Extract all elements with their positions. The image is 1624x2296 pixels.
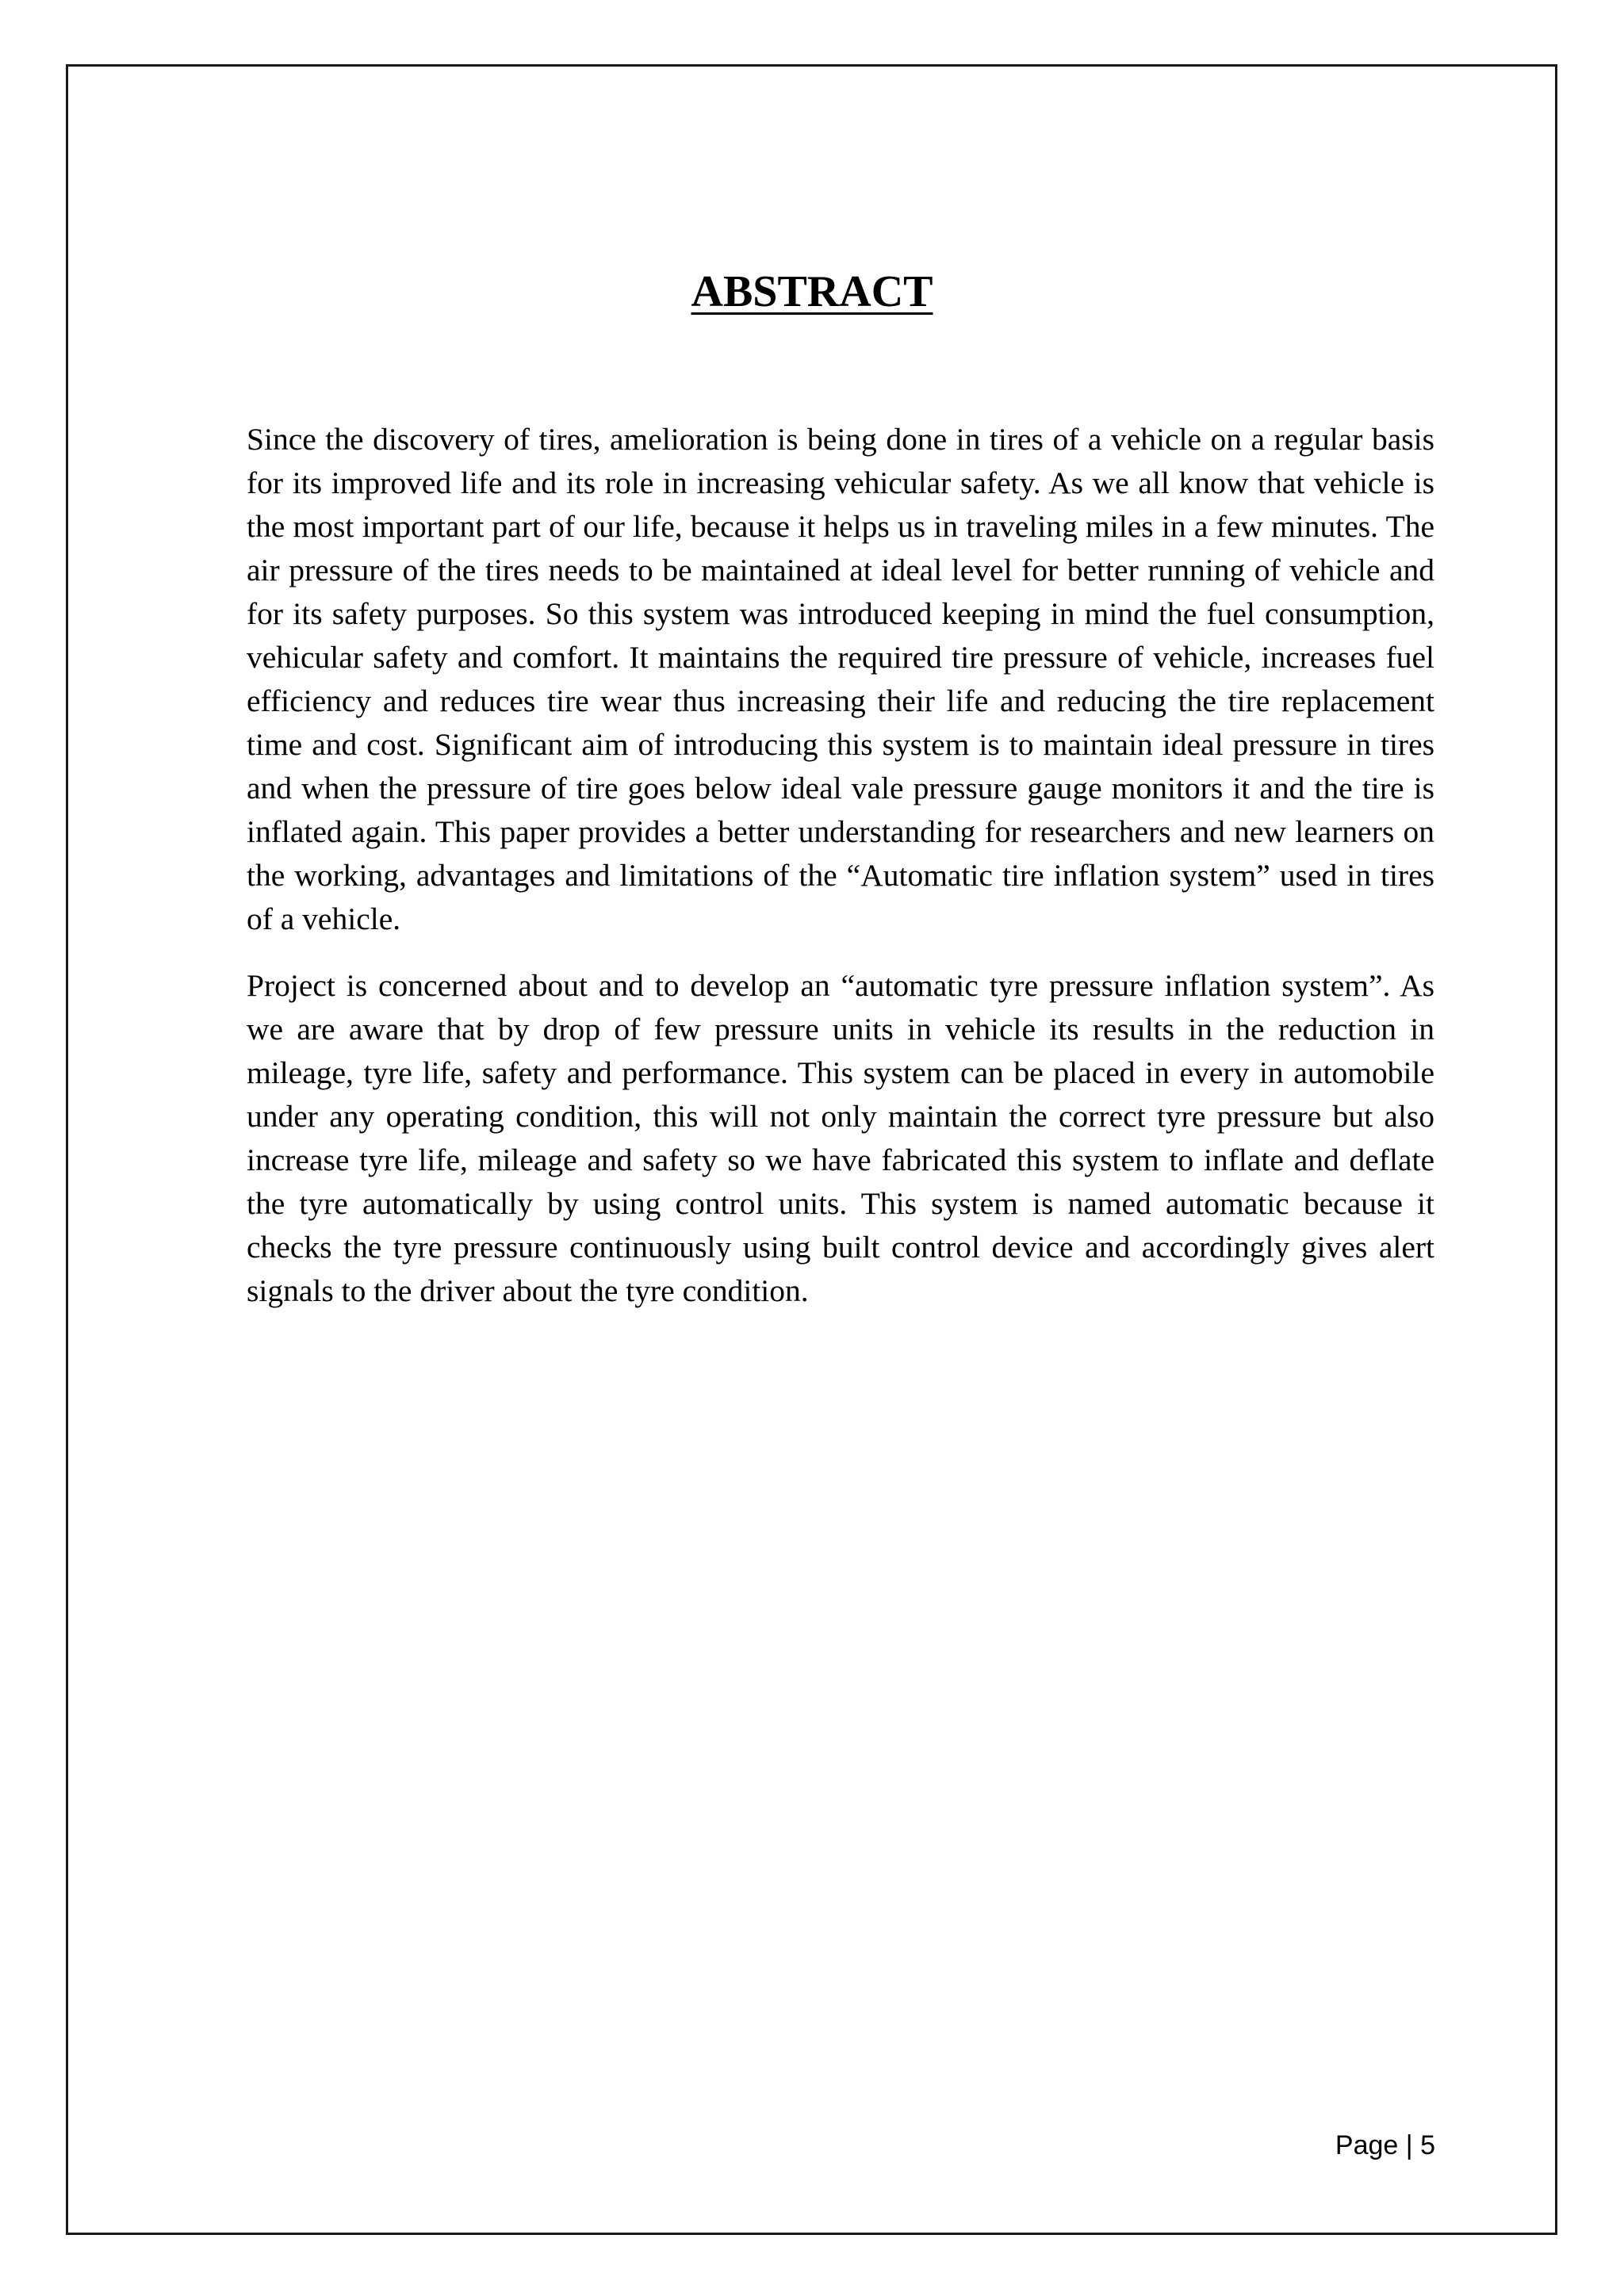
page-label: Page: [1335, 2130, 1399, 2160]
page-number-footer: [1335, 2130, 1435, 2162]
abstract-paragraph-2: Project is concerned about and to develop an “automatic tyre pressure inflation system”. As we are aware that by drop of few pressure units in vehicle its results in the reduction in mileage, tyre life, safety and performance. This system can be placed in every in automobile under any operating condition, this will not only maintain the correct tyre pressure but also increase tyre life, mileage and safety so we have fabricated this system to inflate and deflate the tyre automatically by using control units. This system is named automatic because it checks the tyre pressure continuously using built control device and accordingly gives alert signals to the driver about the tyre condition.: [247, 968, 1434, 1308]
abstract-paragraph-1: Since the discovery of tires, amelioration is being done in tires of a vehicle on a regular basis for its improved life and its role in increasing vehicular safety. As we all know that vehicle is the most important part of our life, because it helps us in traveling miles in a few minutes. The air pressure of the tires needs to be maintained at ideal level for better running of vehicle and for its safety purposes. So this system was introduced keeping in mind the fuel consumption, vehicular safety and comfort. It maintains the required tire pressure of vehicle, increases fuel efficiency and reduces tire wear thus increasing their life and reducing the tire replacement time and cost. Significant aim of introducing this system is to maintain ideal pressure in tires and when the pressure of tire goes below ideal vale pressure gauge monitors it and the tire is inflated again. This paper provides a better understanding for researchers and new learners on the working, advantages and limitations of the “Automatic tire inflation system” used in tires of a vehicle.: [247, 422, 1434, 936]
page-number: 5: [1420, 2130, 1435, 2160]
abstract-heading: ABSTRACT: [691, 267, 933, 316]
page-separator: |: [1405, 2130, 1413, 2160]
abstract-body: [247, 418, 1434, 1336]
